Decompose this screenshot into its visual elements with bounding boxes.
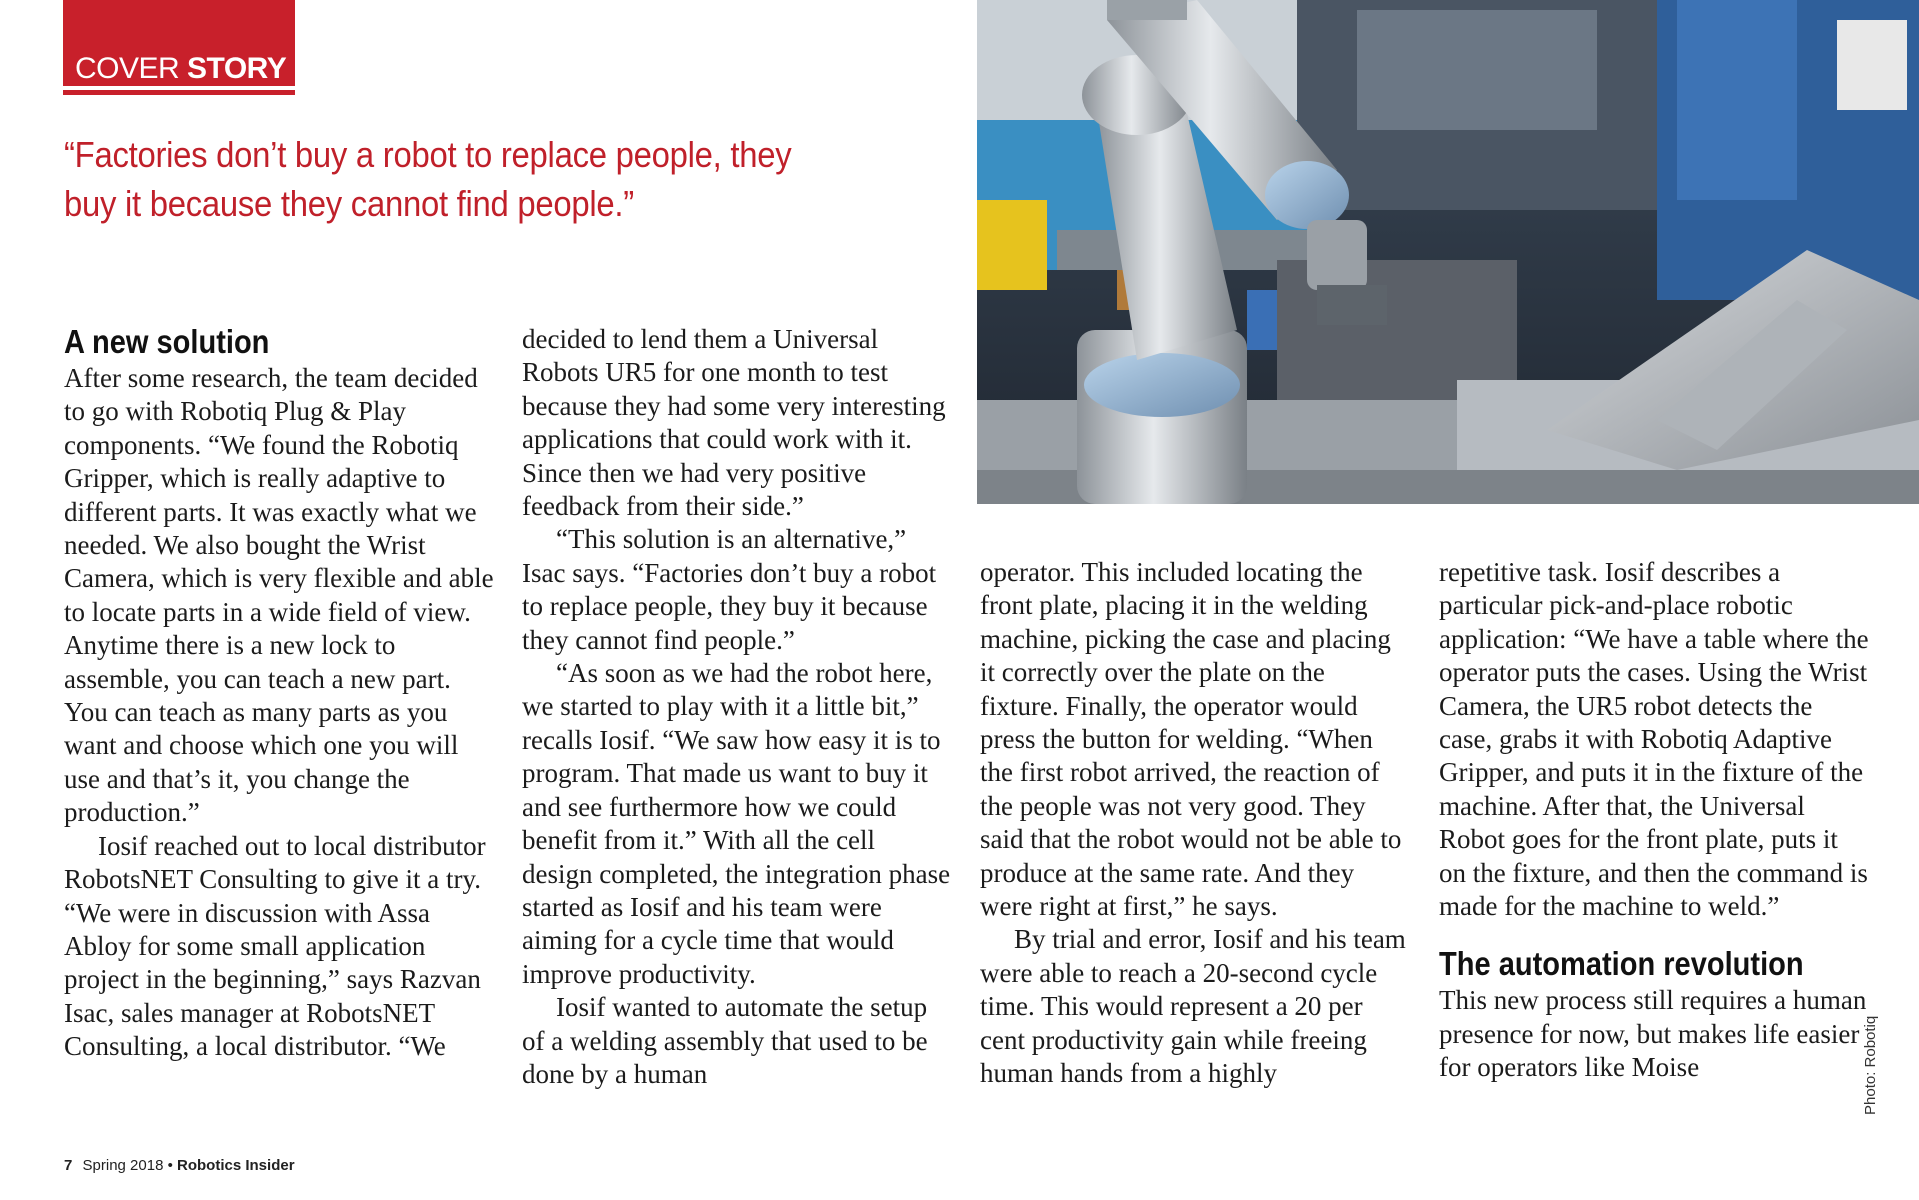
subheading-new-solution: A new solution: [64, 323, 270, 360]
article-photo: [977, 0, 1919, 504]
issue-label: Spring 2018 •: [82, 1157, 173, 1174]
subheading-automation-revolution: The automation revolution: [1439, 945, 1804, 983]
robot-arm-photo-illustration: [977, 0, 1919, 504]
pull-quote: “Factories don’t buy a robot to replace people, they buy it because they cannot find people.”: [64, 134, 792, 224]
paragraph: After some research, the team decided to go with Robotiq Plug & Play components. “We found the Robotiq Gripper, which is really adaptive to different parts. It was exactly what we needed. We also bought the Wrist Camera, which is very flexible and able to locate parts in a wide field of view. Anytime there is a new lock to assemble, you can teach a new part. You can teach as many parts as you want and choose which one you will use and that’s it, you change the production.”: [64, 363, 494, 828]
section-tag: [63, 0, 295, 86]
page-footer: [64, 1157, 295, 1174]
article-column-4: [1439, 556, 1869, 1085]
paragraph: “As soon as we had the robot here, we started to play with it a little bit,” recalls Iosif. “We saw how easy it is to program. That made us want to buy it and see furthermore how we could benefit from it.” With all the cell design completed, the integration phase started as Iosif and his team were aiming for a cycle time that would improve productivity.: [522, 658, 951, 989]
paragraph: By trial and error, Iosif and his team were able to reach a 20-second cycle time. This would represent a 20 per cent productivity gain while freeing human hands from a highly: [980, 924, 1406, 1089]
paragraph: “This solution is an alternative,” Isac says. “Factories don’t buy a robot to replace people, they buy it because they cannot find people.”: [522, 524, 937, 655]
photo-credit: Photo: Robotiq: [1862, 1015, 1879, 1115]
publication-name: Robotics Insider: [177, 1157, 295, 1174]
paragraph: This new process still requires a human presence for now, but makes life easier for operators like Moise: [1439, 985, 1867, 1083]
section-tag-light: COVER: [75, 52, 180, 85]
section-tag-rule: [63, 90, 295, 95]
article-column-1: [64, 322, 494, 1064]
article-column-3: [980, 556, 1410, 1091]
paragraph: operator. This included locating the front plate, placing it in the welding machine, picking the case and placing it correctly over the plate on the fixture. Finally, the operator would press the button for welding. “When the first robot arrived, the reaction of the people was not very good. They said that the robot would not be able to produce at the same rate. And they were right at first,” he says.: [980, 557, 1402, 922]
paragraph: decided to lend them a Universal Robots UR5 for one month to test because they had some very interesting applications that could work with it. Since then we had very positive feedback from their side.”: [522, 324, 946, 522]
paragraph: Iosif wanted to automate the setup of a welding assembly that used to be done by a human: [522, 992, 928, 1089]
article-column-2: [522, 323, 952, 1091]
page-number: 7: [64, 1157, 73, 1174]
section-tag-bold: STORY: [187, 52, 287, 85]
paragraph: repetitive task. Iosif describes a particular pick-and-place robotic application: “We have a table where the operator puts the cases. Using the Wrist Camera, the UR5 robot detects the case, grabs it with Robotiq Adaptive Gripper, and puts it in the fixture of the machine. After that, the Universal Robot goes for the front plate, puts it on the fixture, and then the command is made for the machine to weld.”: [1439, 557, 1869, 922]
paragraph: Iosif reached out to local distributor RobotsNET Consulting to give it a try. “We were in discussion with Assa Abloy for some small application project in the beginning,” says Razvan Isac, sales manager at RobotsNET Consulting, a local distributor. “We: [64, 830, 486, 1062]
section-tag-label: [75, 52, 286, 86]
